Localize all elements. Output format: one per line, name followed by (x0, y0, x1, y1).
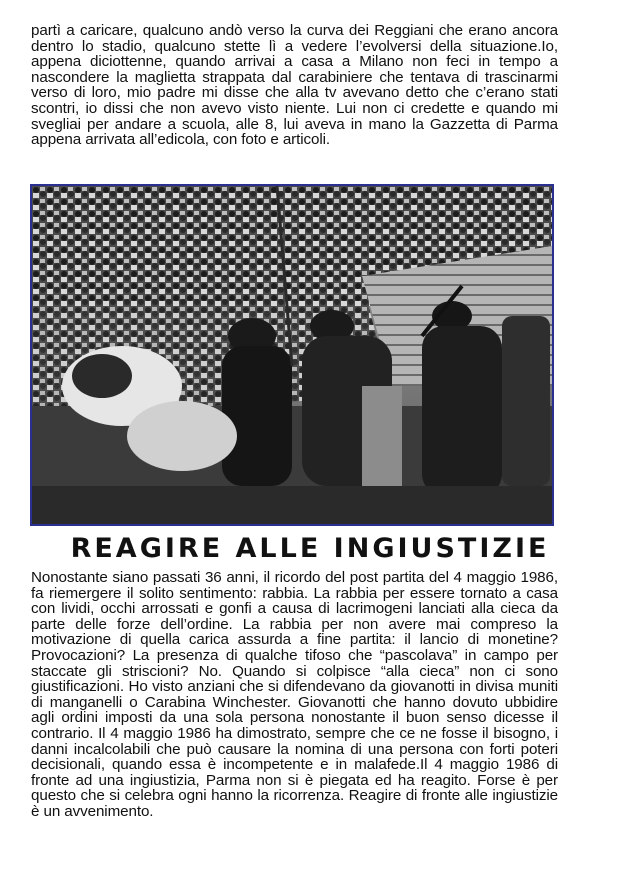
photo-illustration (32, 186, 552, 524)
headline: REAGIRE ALLE INGIUSTIZIE (70, 533, 550, 564)
body-paragraph: Nonostante siano passati 36 anni, il ricordo del post partita del 4 maggio 1986, fa riemergere il solito sentimento: rabbia. La rabbia per essere tornato a casa con lividi, occhi arrossati e gonfi a causa di lacrimogeni lanciati alla cieca da parte delle forze dell’ordine. La rabbia per non avere mai compreso la motivazione di quella carica assurda a fine partita: il lancio di monetine? Provocazioni? La presenza di qualche tifoso che “pascolava” in campo per staccate gli striscioni? No. Quando si colpisce “alla cieca” non ci sono giustificazioni. Ho visto anziani che si difendevano da giovanotti in divisa muniti di manganelli o Carabina Winchester. Giovanotti che hanno dovuto ubbidire agli ordini imposti da una sola persona nonostante il buon senso dicesse il contrario. Il 4 maggio 1986 ha dimostrato, sempre che ce ne fosse il bisogno, i danni incalcolabili che può causare la nomina di una persona con forti poteri decisionali, quando essa è incompetente e in malafede.Il 4 maggio 1986 di fronte ad una ingiustizia, Parma non si è piegata ed ha reagito. Forse è per questo che si celebra ogni hanno la ricorrenza. Reagire di fronte alle ingiustizie è un avvenimento. (31, 569, 558, 820)
intro-paragraph: partì a caricare, qualcuno andò verso la curva dei Reggiani che erano ancora dentro lo stadio, qualcuno stette lì a vedere l’evolversi della situazione.Io, appena diciottenne, quando arrivai a casa a Milano non feci in tempo a nascondere la maglietta strappata dal carabiniere che tentava di trascinarmi verso di loro, mio padre mi disse che alla tv avevano detto che c’erano stati scontri, io dissi che non avevo visto niente. Lui non ci credette e quando mi svegliai per andare a scuola, alle 8, lui aveva in mano la Gazzetta di Parma appena arrivata all’edicola, con foto e articoli. (31, 22, 558, 149)
stadium-clash-photo (30, 184, 554, 526)
